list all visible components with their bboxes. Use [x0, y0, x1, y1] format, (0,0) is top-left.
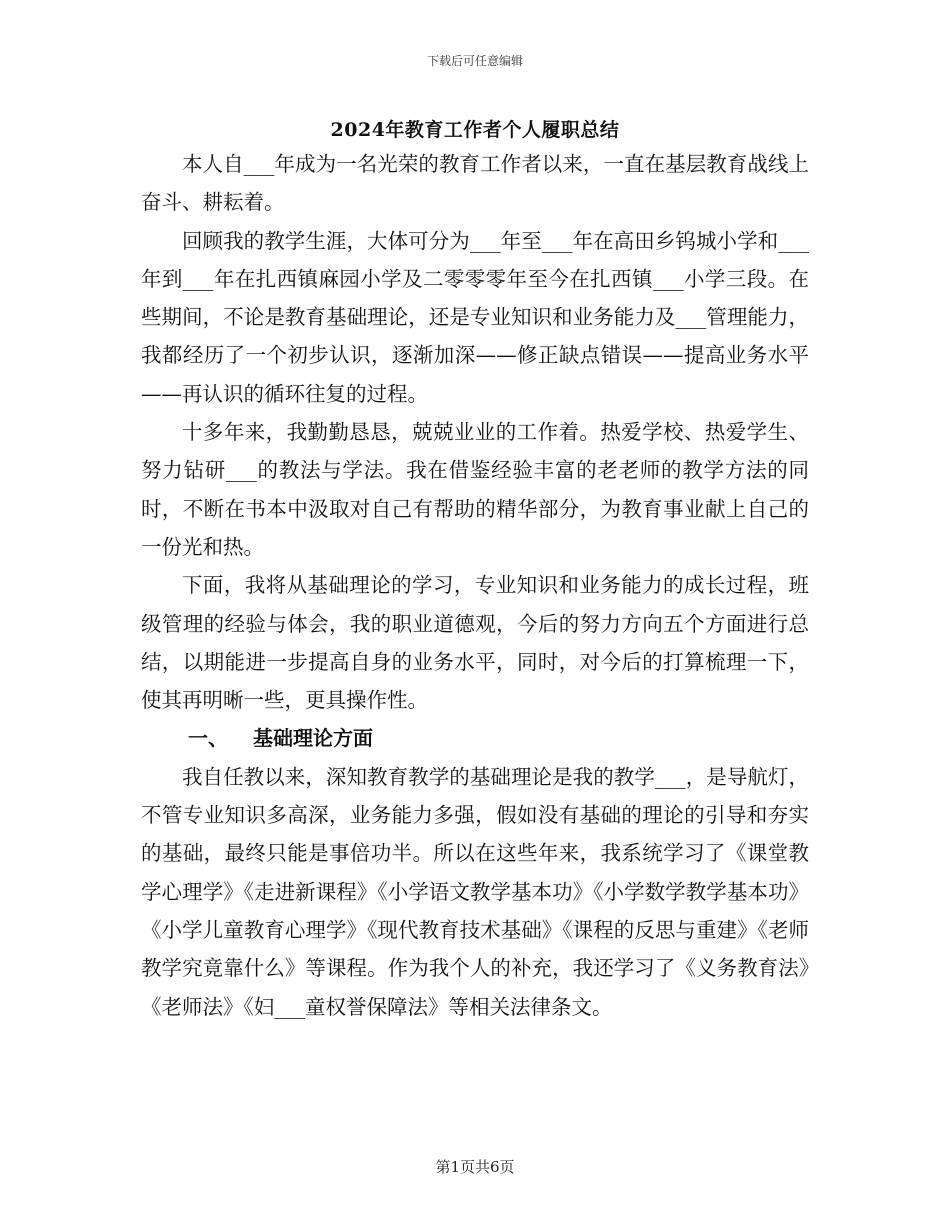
- paragraph-dedication: 十多年来，我勤勤恳恳，兢兢业业的工作着。热爱学校、热爱学生、努力钻研___的教法与学法。我在借鉴经验丰富的老老师的教学方法的同时，不断在书本中汲取对自己有帮助的精华部分，为教育事业献上自己的一份光和热。: [141, 420, 809, 559]
- document-title: 2024年教育工作者个人履职总结: [330, 119, 620, 141]
- page-number-indicator: 第1页共6页: [435, 1158, 515, 1176]
- paragraph-career-review: 回顾我的教学生涯，大体可分为___年至___年在高田乡钨城小学和___年到___年在扎西镇麻园小学及二零零零年至今在扎西镇___小学三段。在些期间，不论是教育基础理论，还是专业知识和业务能力及___管理能力，我都经历了一个初步认识，逐渐加深——修正缺点错误——提高业务水平——再认识的循环往复的过程。: [141, 228, 809, 406]
- paragraph-theory-study: 我自任教以来，深知教育教学的基础理论是我的教学___，是导航灯，不管专业知识多高深，业务能力多强，假如没有基础的理论的引导和夯实的基础，最终只能是事倍功半。所以在这些年来，我系统学习了《课堂教学心理学》《走进新课程》《小学语文教学基本功》《小学数学教学基本功》《小学儿童教育心理学》《现代教育技术基础》《课程的反思与重建》《老师教学究竟靠什么》等课程。作为我个人的补充，我还学习了《义务教育法》《老师法》《妇___童权誉保障法》等相关法律条文。: [141, 764, 809, 1019]
- paragraph-outline: 下面，我将从基础理论的学习，专业知识和业务能力的成长过程，班级管理的经验与体会，我的职业道德观，今后的努力方向五个方面进行总结，以期能进一步提高自身的业务水平，同时，对今后的打算梳理一下，使其再明晰一些，更具操作性。: [141, 573, 809, 713]
- section-heading-theory: [141, 719, 809, 757]
- paragraph-intro: 本人自___年成为一名光荣的教育工作者以来，一直在基层教育战线上奋斗、耕耘着。: [141, 152, 809, 215]
- page-header-note: 下载后可任意编辑: [426, 54, 523, 68]
- section-title: 基础理论方面: [253, 726, 373, 751]
- document-body: [141, 145, 809, 1026]
- section-number: 一、: [188, 726, 228, 751]
